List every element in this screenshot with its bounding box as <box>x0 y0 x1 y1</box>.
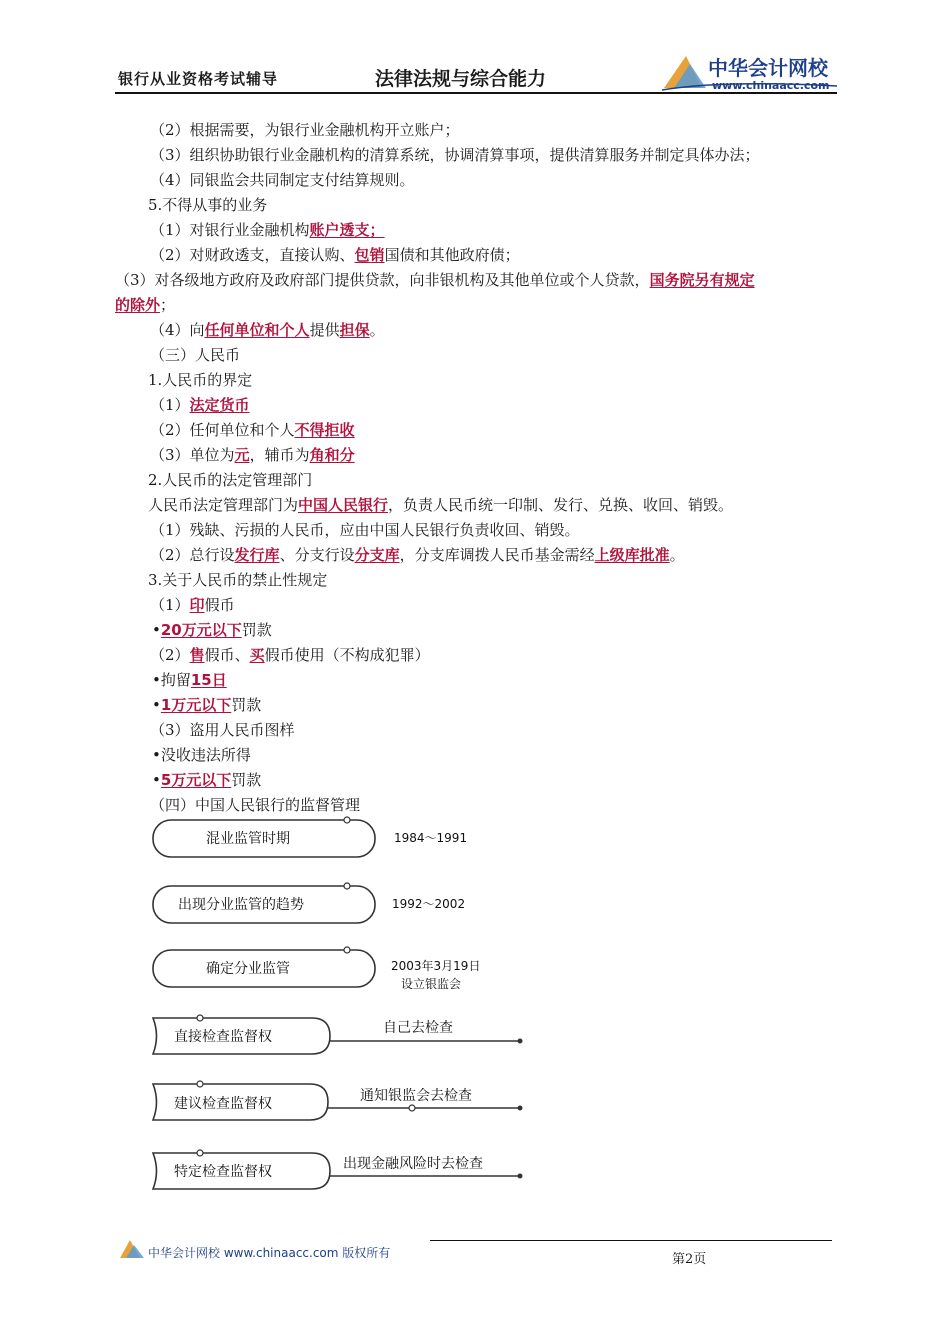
bullet: • <box>152 771 161 789</box>
highlight-term: 售 <box>189 646 205 664</box>
section-heading: 3.关于人民币的禁止性规定 <box>148 571 328 589</box>
footer-copyright: 中华会计网校 www.chinaacc.com 版权所有 <box>148 1246 391 1260</box>
stage-label: 混业监管时期 <box>206 831 290 847</box>
text-span: 、分支行设 <box>279 546 355 564</box>
text-span: （4）向 <box>150 321 205 339</box>
text-span: （2） <box>150 646 190 664</box>
bullet-line: •没收违法所得 <box>152 746 251 764</box>
period-label: 1984～1991 <box>394 831 468 845</box>
logo-url: www.chinaacc.com <box>712 79 830 92</box>
bullet: • <box>152 621 161 639</box>
section-heading: 2.人民币的法定管理部门 <box>148 471 313 489</box>
text-line: （1）残缺、污损的人民币，应由中国人民银行负责收回、销毁。 <box>150 521 580 539</box>
text-line: （4）同银监会共同制定支付结算规则。 <box>150 171 415 189</box>
highlight-term: 5万元以下 <box>160 771 232 789</box>
highlight-term: 发行库 <box>234 546 280 564</box>
text-span: （1）对银行业金融机构 <box>150 221 310 239</box>
dot-marker <box>409 1105 415 1111</box>
text-line: （3）组织协助银行业金融机构的清算系统，协调清算事项，提供清算服务并制定具体办法； <box>150 146 760 164</box>
text-line: （3）盗用人民币图样 <box>150 721 295 739</box>
highlight-term: 任何单位和个人 <box>204 321 310 339</box>
highlight-term: 不得拒收 <box>294 421 355 439</box>
end-dot <box>518 1106 523 1111</box>
footer-rule <box>430 1240 832 1241</box>
text-span: （1） <box>150 596 190 614</box>
end-dot <box>518 1039 523 1044</box>
text-span: 假币 <box>204 596 235 614</box>
text-span: ，负责人民币统一印制、发行、兑换、收回、销毁。 <box>388 496 734 514</box>
highlight-term: 担保 <box>339 321 370 339</box>
stage-label: 确定分业监管 <box>206 961 290 977</box>
text-span: 人民币法定管理部门为 <box>148 496 299 514</box>
text-line: （2）根据需要，为银行业金融机构开立账户； <box>150 121 460 139</box>
period-label: 2003年3月19日 <box>391 959 481 973</box>
text-span: 罚款 <box>241 621 272 639</box>
section-heading: 1.人民币的界定 <box>148 371 253 389</box>
highlight-term: 1万元以下 <box>160 696 232 714</box>
text-span: 罚款 <box>231 696 262 714</box>
section-heading: （三）人民币 <box>150 346 241 364</box>
text-span: 假币使用（不构成犯罪） <box>264 646 430 664</box>
power-label: 建议检查监督权 <box>174 1096 272 1112</box>
highlight-term: 分支库 <box>354 546 400 564</box>
stage-label: 出现分业监管的趋势 <box>178 897 304 913</box>
highlight-term: 15日 <box>190 671 227 689</box>
dot-marker <box>197 1081 203 1087</box>
power-desc: 通知银监会去检查 <box>360 1088 472 1104</box>
text-span: 国债和其他政府债； <box>384 246 520 264</box>
bullet: • <box>152 696 161 714</box>
text-span: 。 <box>669 546 685 564</box>
period-label: 1992～2002 <box>392 897 466 911</box>
highlight-term: 20万元以下 <box>160 621 242 639</box>
power-desc: 出现金融风险时去检查 <box>343 1156 483 1172</box>
dot-marker <box>197 1150 203 1156</box>
dot-marker <box>344 817 350 823</box>
text-span: 假币、 <box>204 646 250 664</box>
text-span: 提供 <box>309 321 340 339</box>
end-dot <box>518 1174 523 1179</box>
text-span: （1） <box>150 396 190 414</box>
highlight-term: 上级库批准 <box>594 546 670 564</box>
highlight-term: 国务院另有规定 <box>649 271 755 289</box>
text-span: （3）单位为 <box>150 446 235 464</box>
highlight-term: 角和分 <box>309 446 355 464</box>
period-label: 设立银监会 <box>401 977 462 991</box>
text-span: （2）总行设 <box>150 546 235 564</box>
highlight-term: 的除外 <box>115 296 161 314</box>
text-span: ，辅币为 <box>249 446 310 464</box>
header-course-title: 银行从业资格考试辅导 <box>118 70 279 88</box>
header-subject-title: 法律法规与综合能力 <box>375 68 547 90</box>
page-number: 第2页 <box>672 1252 707 1267</box>
dot-marker <box>344 883 350 889</box>
highlight-term: 买 <box>249 646 265 664</box>
highlight-term: 中国人民银行 <box>298 496 389 514</box>
highlight-term: 包销 <box>354 246 385 264</box>
text-span: 罚款 <box>231 771 262 789</box>
dot-marker <box>344 947 350 953</box>
highlight-term: 印 <box>189 596 205 614</box>
text-span: （2）对财政透支，直接认购、 <box>150 246 355 264</box>
power-label: 直接检查监督权 <box>174 1029 272 1045</box>
text-span: （2）任何单位和个人 <box>150 421 295 439</box>
section-heading: 5.不得从事的业务 <box>148 196 268 214</box>
section-heading: （四）中国人民银行的监督管理 <box>150 796 361 814</box>
text-span: ，分支库调拨人民币基金需经 <box>399 546 595 564</box>
power-label: 特定检查监督权 <box>174 1164 272 1180</box>
text-span: •拘留 <box>152 671 191 689</box>
highlight-term: 元 <box>234 446 250 464</box>
power-desc: 自己去检查 <box>383 1020 453 1036</box>
highlight-term: 账户透支； <box>309 221 385 239</box>
logo-text: 中华会计网校 <box>708 56 828 80</box>
highlight-term: 法定货币 <box>189 396 250 414</box>
text-span: （3）对各级地方政府及政府部门提供贷款，向非银机构及其他单位或个人贷款， <box>115 271 650 289</box>
footer-logo-icon <box>118 1236 146 1260</box>
text-span: 。 <box>369 321 385 339</box>
text-span: ； <box>160 296 176 314</box>
dot-marker <box>197 1015 203 1021</box>
